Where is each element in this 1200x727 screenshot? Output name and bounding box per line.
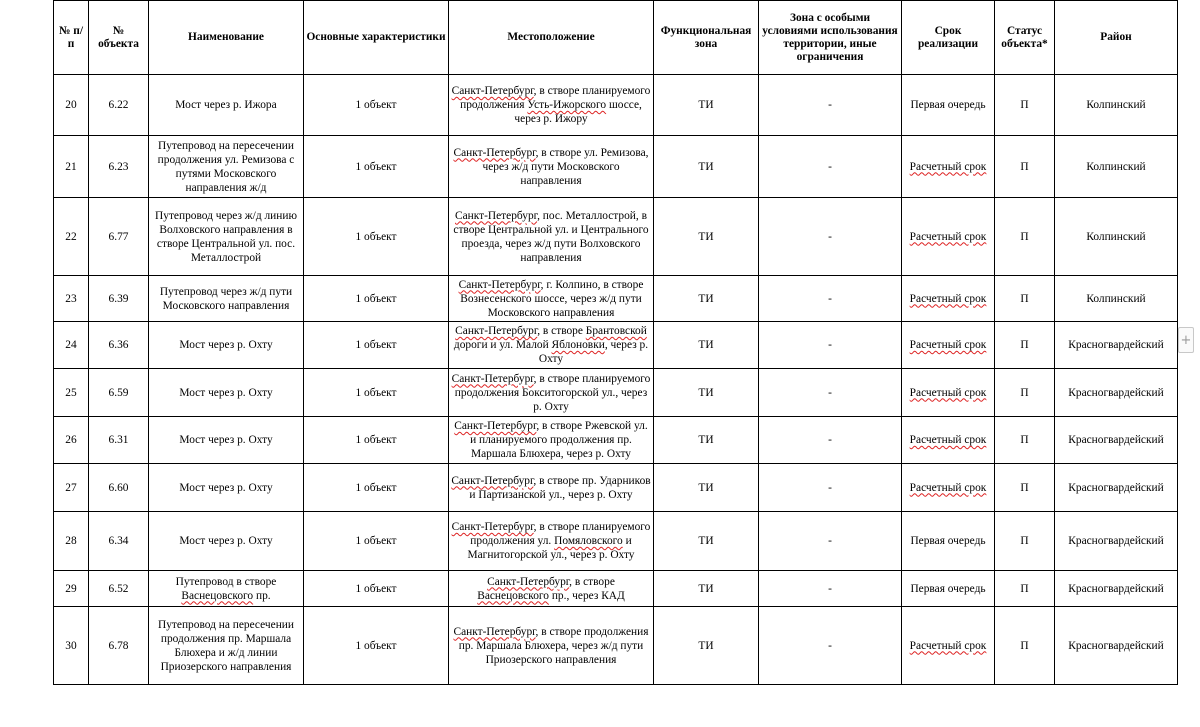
characteristics-cell: 1 объект — [304, 512, 449, 571]
plus-icon: + — [1180, 332, 1192, 348]
text-segment: пр., через КАД — [548, 589, 625, 602]
object-number-cell: 6.52 — [89, 571, 149, 607]
text-segment: Санкт-Петербург — [451, 372, 534, 385]
row-number-cell: 20 — [54, 75, 89, 136]
characteristics-cell: 1 объект — [304, 322, 449, 369]
status-cell: П — [995, 417, 1055, 464]
restrictions-cell: - — [759, 198, 902, 276]
table-row — [54, 607, 1178, 685]
table-row — [54, 136, 1178, 198]
text-segment: Санкт-Петербург — [455, 325, 538, 337]
text-segment: Помяловского — [554, 535, 623, 547]
term-cell — [902, 322, 995, 369]
object-number-cell: 6.78 — [89, 607, 149, 685]
row-number-cell: 30 — [54, 607, 89, 685]
text-segment: Санкт-Петербург — [453, 146, 536, 159]
row-number-cell: 23 — [54, 276, 89, 322]
table-row — [54, 322, 1178, 369]
term-cell — [902, 417, 995, 464]
district-cell: Колпинский — [1055, 198, 1178, 276]
header-cell: Статус объекта* — [995, 1, 1055, 75]
object-number-cell: 6.31 — [89, 417, 149, 464]
table-row — [54, 417, 1178, 464]
district-cell: Красногвардейский — [1055, 607, 1178, 685]
characteristics-cell: 1 объект — [304, 75, 449, 136]
term-cell: Первая очередь — [902, 512, 995, 571]
name-cell: Мост через р. Охту — [149, 322, 304, 369]
name-cell — [149, 571, 304, 607]
header-cell: Местоположение — [449, 1, 654, 75]
term-cell — [902, 198, 995, 276]
district-cell: Колпинский — [1055, 75, 1178, 136]
table-header-row — [54, 1, 1178, 75]
name-cell: Мост через р. Охту — [149, 464, 304, 512]
functional-zone-cell: ТИ — [654, 276, 759, 322]
status-cell: П — [995, 75, 1055, 136]
district-cell: Колпинский — [1055, 276, 1178, 322]
text-segment: , г. Колпино, в створе Вознесенского шоссе, через ж/д пути Московского направления — [460, 278, 644, 319]
name-cell: Мост через р. Охту — [149, 512, 304, 571]
row-number-cell: 29 — [54, 571, 89, 607]
text-segment: , в створе ул. Ремизова, через ж/д пути Московского направления — [482, 146, 649, 187]
text-segment: Расчетный срок — [909, 639, 987, 652]
characteristics-cell: 1 объект — [304, 464, 449, 512]
name-cell: Путепровод на пересечении продолжения ул. Ремизова с путями Московского направления ж/д — [149, 136, 304, 198]
object-number-cell: 6.22 — [89, 75, 149, 136]
header-cell: Срок реализации — [902, 1, 995, 75]
table-row — [54, 276, 1178, 322]
name-cell: Мост через р. Охту — [149, 417, 304, 464]
text-segment: , пос. Металлострой, в створе Центральной ул. и Центрального проезда, через ж/д пути Волховского направления — [453, 209, 649, 264]
location-cell — [449, 512, 654, 571]
functional-zone-cell: ТИ — [654, 607, 759, 685]
row-number-cell: 26 — [54, 417, 89, 464]
functional-zone-cell: ТИ — [654, 417, 759, 464]
functional-zone-cell: ТИ — [654, 369, 759, 417]
name-cell: Мост через р. Ижора — [149, 75, 304, 136]
text-segment: Яблоновки — [551, 339, 605, 351]
term-cell — [902, 607, 995, 685]
name-cell: Путепровод через ж/д пути Московского направления — [149, 276, 304, 322]
status-cell: П — [995, 607, 1055, 685]
restrictions-cell: - — [759, 417, 902, 464]
status-cell: П — [995, 464, 1055, 512]
text-segment: Санкт-Петербург — [451, 474, 534, 487]
functional-zone-cell: ТИ — [654, 136, 759, 198]
header-cell: Основные характеристики — [304, 1, 449, 75]
term-cell: Первая очередь — [902, 75, 995, 136]
district-cell: Красногвардейский — [1055, 417, 1178, 464]
status-cell: П — [995, 322, 1055, 369]
text-segment: , в створе Ржевской ул. и планируемого продолжения пр. Маршала Блюхера, через р. Охту — [470, 420, 648, 460]
header-cell: Наименование — [149, 1, 304, 75]
functional-zone-cell: ТИ — [654, 512, 759, 571]
district-cell: Красногвардейский — [1055, 571, 1178, 607]
object-number-cell: 6.77 — [89, 198, 149, 276]
text-segment: Санкт-Петербург — [451, 521, 534, 533]
text-segment: Санкт-Петербург — [454, 420, 537, 432]
text-segment: дороги и ул. Малой — [453, 339, 552, 351]
characteristics-cell: 1 объект — [304, 136, 449, 198]
text-segment: , в створе пр. Ударников и Партизанской ул., через р. Охту — [469, 474, 651, 501]
restrictions-cell: - — [759, 607, 902, 685]
term-cell — [902, 464, 995, 512]
term-cell — [902, 369, 995, 417]
table-row — [54, 369, 1178, 417]
text-segment: , в створе планируемого продолжения ул. — [470, 521, 651, 547]
functional-zone-cell: ТИ — [654, 464, 759, 512]
text-segment: Расчетный срок — [909, 481, 987, 494]
text-segment: Санкт-Петербург — [458, 278, 541, 291]
object-number-cell: 6.39 — [89, 276, 149, 322]
header-cell: Зона с особыми условиями использования территории, иные ограничения — [759, 1, 902, 75]
location-cell — [449, 136, 654, 198]
object-number-cell: 6.23 — [89, 136, 149, 198]
name-cell: Мост через р. Охту — [149, 369, 304, 417]
object-number-cell: 6.36 — [89, 322, 149, 369]
text-segment: Расчетный срок — [909, 230, 987, 243]
text-segment: , в створе — [569, 575, 615, 588]
text-segment: Усть-Ижорского — [527, 99, 607, 111]
text-segment: Санкт-Петербург — [487, 575, 570, 588]
functional-zone-cell: ТИ — [654, 571, 759, 607]
document-table — [53, 0, 1178, 685]
text-segment: пр. — [253, 589, 271, 602]
restrictions-cell: - — [759, 75, 902, 136]
restrictions-cell: - — [759, 322, 902, 369]
text-segment: Васнецовского — [181, 589, 254, 602]
header-cell: № п/п — [54, 1, 89, 75]
header-cell: № объекта — [89, 1, 149, 75]
text-segment: Расчетный срок — [909, 339, 987, 351]
row-number-cell: 27 — [54, 464, 89, 512]
object-number-cell: 6.60 — [89, 464, 149, 512]
location-cell — [449, 322, 654, 369]
text-segment: Расчетный срок — [909, 434, 987, 446]
restrictions-cell: - — [759, 276, 902, 322]
functional-zone-cell: ТИ — [654, 75, 759, 136]
location-cell — [449, 198, 654, 276]
term-cell — [902, 136, 995, 198]
characteristics-cell: 1 объект — [304, 369, 449, 417]
location-cell — [449, 369, 654, 417]
text-segment: Расчетный срок — [909, 386, 987, 399]
table-row — [54, 512, 1178, 571]
status-cell: П — [995, 369, 1055, 417]
text-segment: Брантовской — [585, 325, 647, 337]
text-segment: Санкт-Петербург — [455, 209, 538, 222]
object-number-cell: 6.34 — [89, 512, 149, 571]
text-segment: Расчетный срок — [909, 292, 987, 305]
functional-zone-cell: ТИ — [654, 198, 759, 276]
restrictions-cell: - — [759, 136, 902, 198]
location-cell — [449, 571, 654, 607]
text-segment: , через р. Охту — [538, 339, 649, 365]
text-segment: шоссе, через р. Ижору — [514, 99, 642, 125]
location-cell — [449, 75, 654, 136]
district-cell: Красногвардейский — [1055, 512, 1178, 571]
status-cell: П — [995, 198, 1055, 276]
text-segment: Васнецовского — [477, 589, 549, 602]
restrictions-cell: - — [759, 571, 902, 607]
header-cell: Район — [1055, 1, 1178, 75]
district-cell: Красногвардейский — [1055, 464, 1178, 512]
term-cell — [902, 276, 995, 322]
district-cell: Красногвардейский — [1055, 322, 1178, 369]
text-segment: Расчетный срок — [909, 160, 987, 173]
row-number-cell: 21 — [54, 136, 89, 198]
district-cell: Колпинский — [1055, 136, 1178, 198]
side-expand-button[interactable] — [1178, 327, 1194, 353]
header-cell: Функциональная зона — [654, 1, 759, 75]
row-number-cell: 28 — [54, 512, 89, 571]
row-number-cell: 25 — [54, 369, 89, 417]
location-cell — [449, 607, 654, 685]
name-cell: Путепровод на пересечении продолжения пр. Маршала Блюхера и ж/д линии Приозерского направления — [149, 607, 304, 685]
characteristics-cell: 1 объект — [304, 607, 449, 685]
text-segment: Санкт-Петербург — [451, 85, 534, 97]
table-row — [54, 75, 1178, 136]
term-cell: Первая очередь — [902, 571, 995, 607]
text-segment: , в створе планируемого продолжения Бокситогорской ул., через р. Охту — [454, 372, 651, 413]
restrictions-cell: - — [759, 369, 902, 417]
characteristics-cell: 1 объект — [304, 276, 449, 322]
text-segment: и Магнитогорской ул., через р. Охту — [467, 535, 635, 561]
characteristics-cell: 1 объект — [304, 571, 449, 607]
table-row — [54, 198, 1178, 276]
text-segment: , в створе — [537, 325, 586, 337]
location-cell — [449, 464, 654, 512]
restrictions-cell: - — [759, 512, 902, 571]
object-number-cell: 6.59 — [89, 369, 149, 417]
text-segment: Путепровод в створе — [175, 575, 277, 588]
row-number-cell: 22 — [54, 198, 89, 276]
status-cell: П — [995, 276, 1055, 322]
restrictions-cell: - — [759, 464, 902, 512]
characteristics-cell: 1 объект — [304, 417, 449, 464]
row-number-cell: 24 — [54, 322, 89, 369]
district-cell: Красногвардейский — [1055, 369, 1178, 417]
location-cell — [449, 417, 654, 464]
table-row — [54, 464, 1178, 512]
table-row — [54, 571, 1178, 607]
text-segment: Санкт-Петербург — [453, 625, 536, 638]
status-cell: П — [995, 571, 1055, 607]
name-cell: Путепровод через ж/д линию Волховского направления в створе Центральной ул. пос. Металлострой — [149, 198, 304, 276]
functional-zone-cell: ТИ — [654, 322, 759, 369]
text-segment: , в створе планируемого продолжения — [460, 85, 651, 111]
characteristics-cell: 1 объект — [304, 198, 449, 276]
text-segment: , в створе продолжения пр. Маршала Блюхера, через ж/д пути Приозерского направления — [458, 625, 649, 666]
status-cell: П — [995, 136, 1055, 198]
status-cell: П — [995, 512, 1055, 571]
location-cell — [449, 276, 654, 322]
